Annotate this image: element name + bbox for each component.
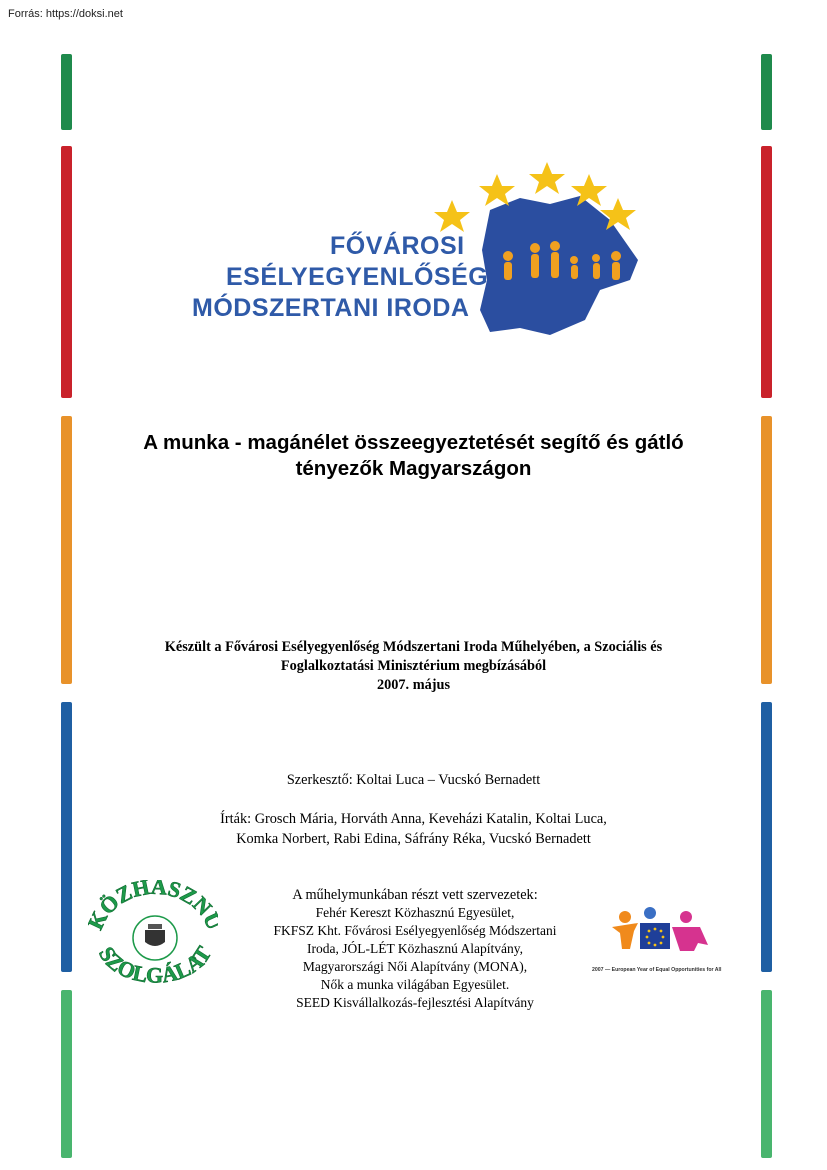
right-bar-blue <box>761 702 772 972</box>
left-bar-blue <box>61 702 72 972</box>
document-title <box>100 430 727 482</box>
title-line-1: A munka - magánélet összeegyeztetését segítő és gátló <box>143 431 684 454</box>
left-bar-orange <box>61 416 72 684</box>
right-bar-red <box>761 146 772 398</box>
fovarosi-logo <box>190 160 650 340</box>
european-year-logo <box>590 905 735 980</box>
logo-line-2: ESÉLYEGYENLŐSÉG <box>226 263 489 291</box>
authors-line-1: Írták: Grosch Mária, Horváth Anna, Keveházi Katalin, Koltai Luca, <box>220 811 607 827</box>
org-line: Iroda, JÓL-LÉT Közhasznú Alapítvány, <box>307 941 523 956</box>
editor-line: Szerkesztő: Koltai Luca – Vucskó Bernadett <box>286 772 541 788</box>
left-bar-red <box>61 146 72 398</box>
stamp-bottom-text: SZOLGÁLAT <box>93 941 217 988</box>
organizations-block <box>230 886 600 1012</box>
eyo-caption: 2007 — European Year of Equal Opportunities for All <box>592 967 722 973</box>
svg-text:SZOLGÁLAT <box>94 942 217 988</box>
equal-opportunities-figures-icon <box>590 905 735 960</box>
orgs-heading: A műhelymunkában részt vett szervezetek: <box>292 887 538 903</box>
source-url: Forrás: https://doksi.net <box>8 8 123 20</box>
org-line: Magyarországi Női Alapítvány (MONA), <box>302 959 528 974</box>
org-line: SEED Kisvállalkozás-fejlesztési Alapítvány <box>296 995 534 1010</box>
right-bar-lightgreen <box>761 990 772 1158</box>
authors-line-2: Komka Norbert, Rabi Edina, Sáfrány Réka, Vucskó Bernadett <box>236 831 591 847</box>
made-by-block <box>100 638 727 695</box>
org-line: Fehér Kereszt Közhasznú Egyesület, <box>315 905 515 920</box>
left-bar-green <box>61 54 72 130</box>
right-bar-orange <box>761 416 772 684</box>
org-line: Nők a munka világában Egyesület. <box>320 977 510 992</box>
made-line-2: Foglalkoztatási Minisztérium megbízásából <box>280 658 547 674</box>
made-date: 2007. május <box>376 677 451 693</box>
title-line-2: tényezők Magyarszágon <box>295 457 532 480</box>
logo-line-3: MÓDSZERTANI IRODA <box>192 294 470 322</box>
org-line: FKFSZ Kht. Fővárosi Esélyegyenlőség Módszertani <box>273 923 557 938</box>
stamp-top-text: ÖZHASZN <box>94 880 217 921</box>
stamp-emblem-icon <box>88 880 218 990</box>
authors-block <box>100 809 727 849</box>
right-bar-green <box>761 54 772 130</box>
made-line-1: Készült a Fővárosi Esélyegyenlőség Módszertani Iroda Műhelyében, a Szociális és <box>164 639 663 655</box>
kozhasznu-szolgalat-logo <box>88 880 218 990</box>
left-bar-lightgreen <box>61 990 72 1158</box>
logo-line-1: FŐVÁROSI <box>330 232 465 260</box>
